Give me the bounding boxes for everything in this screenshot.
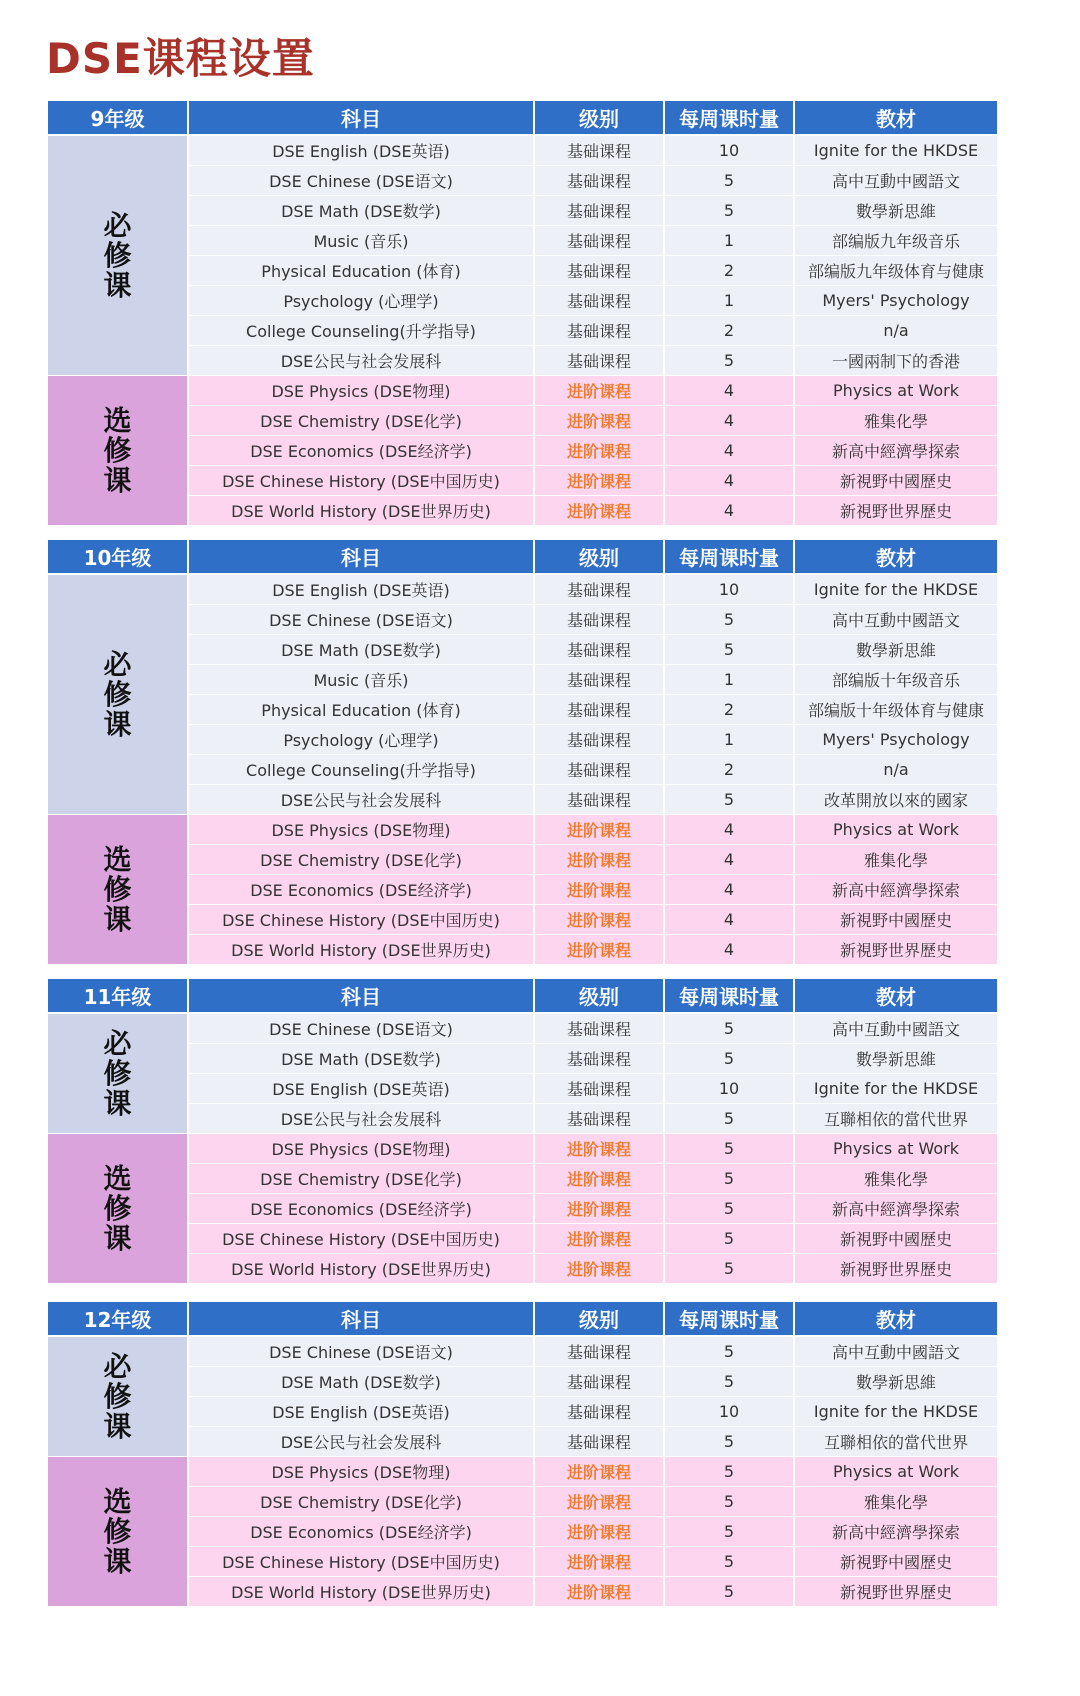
level-cell: 进阶课程	[534, 935, 664, 965]
subject-cell: DSE English (DSE英语)	[188, 1074, 534, 1104]
textbook-cell: 數學新思維	[794, 635, 998, 665]
page-title: DSE课程设置	[46, 34, 315, 83]
category-char: 课	[103, 1086, 132, 1120]
textbook-cell: Physics at Work	[794, 1134, 998, 1164]
level-cell: 进阶课程	[534, 1547, 664, 1577]
level-cell: 基础课程	[534, 1367, 664, 1397]
subject-cell: DSE Chinese History (DSE中国历史)	[188, 1547, 534, 1577]
core-course-row	[48, 316, 998, 346]
subject-cell: Psychology (心理学)	[188, 286, 534, 316]
core-course-row	[48, 1044, 998, 1074]
elective-course-row	[48, 1254, 998, 1284]
core-course-row	[48, 1074, 998, 1104]
level-cell: 进阶课程	[534, 845, 664, 875]
subject-cell: Music (音乐)	[188, 226, 534, 256]
hours-cell: 5	[664, 1517, 794, 1547]
hours-cell: 1	[664, 226, 794, 256]
textbook-cell: 高中互動中國語文	[794, 1013, 998, 1044]
category-char: 必	[103, 1026, 132, 1060]
level-cell: 进阶课程	[534, 905, 664, 935]
level-cell: 基础课程	[534, 635, 664, 665]
grade-label: 12年级	[48, 1302, 188, 1336]
elective-category-label	[48, 815, 188, 965]
hours-cell: 2	[664, 256, 794, 286]
level-cell: 基础课程	[534, 785, 664, 815]
textbook-cell: 數學新思維	[794, 1044, 998, 1074]
subject-cell: DSE World History (DSE世界历史)	[188, 1577, 534, 1607]
grade-table	[48, 101, 999, 526]
textbook-cell: 新視野世界歷史	[794, 1254, 998, 1284]
elective-course-row	[48, 875, 998, 905]
elective-course-row	[48, 845, 998, 875]
hours-cell: 5	[664, 1336, 794, 1367]
level-cell: 基础课程	[534, 695, 664, 725]
subject-cell: DSE Economics (DSE经济学)	[188, 1517, 534, 1547]
subject-cell: DSE Economics (DSE经济学)	[188, 1194, 534, 1224]
hours-cell: 4	[664, 875, 794, 905]
column-header-subject: 科目	[188, 979, 534, 1013]
hours-cell: 4	[664, 845, 794, 875]
elective-course-row	[48, 376, 998, 406]
elective-course-row	[48, 815, 998, 845]
category-char: 修	[103, 238, 132, 272]
hours-cell: 5	[664, 1427, 794, 1457]
category-char: 课	[103, 463, 132, 497]
category-char: 必	[103, 647, 132, 681]
subject-cell: DSE World History (DSE世界历史)	[188, 496, 534, 526]
hours-cell: 2	[664, 316, 794, 346]
grade-label: 9年级	[48, 101, 188, 135]
category-char: 选	[103, 403, 132, 437]
textbook-cell: 數學新思維	[794, 196, 998, 226]
hours-cell: 4	[664, 376, 794, 406]
level-cell: 基础课程	[534, 725, 664, 755]
textbook-cell: Ignite for the HKDSE	[794, 574, 998, 605]
hours-cell: 4	[664, 905, 794, 935]
core-course-row	[48, 135, 998, 166]
subject-cell: DSE Physics (DSE物理)	[188, 1134, 534, 1164]
column-header-textbook: 教材	[794, 1302, 998, 1336]
level-cell: 基础课程	[534, 286, 664, 316]
core-course-row	[48, 635, 998, 665]
subject-cell: DSE Math (DSE数学)	[188, 1367, 534, 1397]
subject-cell: Physical Education (体育)	[188, 695, 534, 725]
table-header-row	[48, 979, 998, 1013]
category-char: 课	[103, 1409, 132, 1443]
hours-cell: 5	[664, 1457, 794, 1487]
textbook-cell: Physics at Work	[794, 815, 998, 845]
level-cell: 基础课程	[534, 605, 664, 635]
core-course-row	[48, 1397, 998, 1427]
core-course-row	[48, 755, 998, 785]
level-cell: 基础课程	[534, 256, 664, 286]
table-header-row	[48, 1302, 998, 1336]
subject-cell: College Counseling(升学指导)	[188, 316, 534, 346]
hours-cell: 5	[664, 1164, 794, 1194]
hours-cell: 4	[664, 436, 794, 466]
level-cell: 进阶课程	[534, 1164, 664, 1194]
level-cell: 进阶课程	[534, 376, 664, 406]
subject-cell: Music (音乐)	[188, 665, 534, 695]
category-char: 修	[103, 1379, 132, 1413]
hours-cell: 1	[664, 665, 794, 695]
elective-course-row	[48, 1547, 998, 1577]
core-course-row	[48, 605, 998, 635]
subject-cell: DSE English (DSE英语)	[188, 1397, 534, 1427]
hours-cell: 1	[664, 725, 794, 755]
level-cell: 基础课程	[534, 1074, 664, 1104]
grade-table	[48, 979, 999, 1284]
elective-course-row	[48, 1224, 998, 1254]
level-cell: 基础课程	[534, 1427, 664, 1457]
subject-cell: DSE公民与社会发展科	[188, 785, 534, 815]
hours-cell: 5	[664, 635, 794, 665]
subject-cell: DSE Economics (DSE经济学)	[188, 875, 534, 905]
textbook-cell: 新視野世界歷史	[794, 1577, 998, 1607]
core-course-row	[48, 166, 998, 196]
subject-cell: DSE English (DSE英语)	[188, 574, 534, 605]
hours-cell: 5	[664, 196, 794, 226]
category-char: 课	[103, 1544, 132, 1578]
level-cell: 基础课程	[534, 166, 664, 196]
core-course-row	[48, 226, 998, 256]
hours-cell: 4	[664, 466, 794, 496]
level-cell: 进阶课程	[534, 1517, 664, 1547]
textbook-cell: 新高中經濟學探索	[794, 1517, 998, 1547]
level-cell: 基础课程	[534, 196, 664, 226]
textbook-cell: 高中互動中國語文	[794, 605, 998, 635]
textbook-cell: Physics at Work	[794, 1457, 998, 1487]
column-header-level: 级别	[534, 979, 664, 1013]
grade-label: 11年级	[48, 979, 188, 1013]
textbook-cell: Ignite for the HKDSE	[794, 1397, 998, 1427]
column-header-subject: 科目	[188, 540, 534, 574]
core-course-row	[48, 1013, 998, 1044]
hours-cell: 5	[664, 1254, 794, 1284]
hours-cell: 5	[664, 1547, 794, 1577]
column-header-hours: 每周课时量	[664, 540, 794, 574]
subject-cell: DSE Chemistry (DSE化学)	[188, 1487, 534, 1517]
hours-cell: 5	[664, 605, 794, 635]
hours-cell: 4	[664, 815, 794, 845]
subject-cell: DSE World History (DSE世界历史)	[188, 935, 534, 965]
textbook-cell: 雅集化學	[794, 1164, 998, 1194]
textbook-cell: n/a	[794, 755, 998, 785]
subject-cell: Physical Education (体育)	[188, 256, 534, 286]
table-header-row	[48, 101, 998, 135]
core-course-row	[48, 1427, 998, 1457]
core-course-row	[48, 346, 998, 376]
level-cell: 基础课程	[534, 1044, 664, 1074]
elective-course-row	[48, 1577, 998, 1607]
level-cell: 进阶课程	[534, 406, 664, 436]
hours-cell: 4	[664, 496, 794, 526]
level-cell: 基础课程	[534, 135, 664, 166]
core-course-row	[48, 695, 998, 725]
elective-course-row	[48, 1517, 998, 1547]
textbook-cell: 部编版九年级音乐	[794, 226, 998, 256]
subject-cell: DSE Chemistry (DSE化学)	[188, 406, 534, 436]
hours-cell: 1	[664, 286, 794, 316]
column-header-textbook: 教材	[794, 540, 998, 574]
level-cell: 进阶课程	[534, 1577, 664, 1607]
category-char: 修	[103, 1514, 132, 1548]
elective-course-row	[48, 935, 998, 965]
hours-cell: 5	[664, 1224, 794, 1254]
level-cell: 基础课程	[534, 665, 664, 695]
textbook-cell: 新高中經濟學探索	[794, 436, 998, 466]
column-header-textbook: 教材	[794, 979, 998, 1013]
elective-course-row	[48, 466, 998, 496]
category-char: 必	[103, 208, 132, 242]
hours-cell: 5	[664, 1013, 794, 1044]
level-cell: 基础课程	[534, 1013, 664, 1044]
textbook-cell: 高中互動中國語文	[794, 1336, 998, 1367]
textbook-cell: 新高中經濟學探索	[794, 1194, 998, 1224]
level-cell: 基础课程	[534, 1397, 664, 1427]
category-char: 修	[103, 1056, 132, 1090]
elective-category-label	[48, 1134, 188, 1284]
category-char: 修	[103, 1191, 132, 1225]
subject-cell: Psychology (心理学)	[188, 725, 534, 755]
level-cell: 进阶课程	[534, 1134, 664, 1164]
hours-cell: 5	[664, 1367, 794, 1397]
category-char: 课	[103, 902, 132, 936]
level-cell: 基础课程	[534, 755, 664, 785]
textbook-cell: 新視野世界歷史	[794, 935, 998, 965]
elective-category-label	[48, 1457, 188, 1607]
textbook-cell: 雅集化學	[794, 406, 998, 436]
subject-cell: DSE Math (DSE数学)	[188, 635, 534, 665]
hours-cell: 5	[664, 346, 794, 376]
hours-cell: 10	[664, 1074, 794, 1104]
level-cell: 基础课程	[534, 574, 664, 605]
textbook-cell: 互聯相依的當代世界	[794, 1427, 998, 1457]
textbook-cell: Ignite for the HKDSE	[794, 1074, 998, 1104]
textbook-cell: 部编版九年级体育与健康	[794, 256, 998, 286]
subject-cell: DSE World History (DSE世界历史)	[188, 1254, 534, 1284]
hours-cell: 4	[664, 935, 794, 965]
textbook-cell: 部编版十年级音乐	[794, 665, 998, 695]
level-cell: 基础课程	[534, 226, 664, 256]
subject-cell: DSE Chinese History (DSE中国历史)	[188, 905, 534, 935]
column-header-level: 级别	[534, 540, 664, 574]
textbook-cell: Physics at Work	[794, 376, 998, 406]
required-category-label	[48, 1336, 188, 1457]
hours-cell: 10	[664, 1397, 794, 1427]
core-course-row	[48, 665, 998, 695]
elective-course-row	[48, 1194, 998, 1224]
level-cell: 基础课程	[534, 1336, 664, 1367]
textbook-cell: 新視野中國歷史	[794, 1224, 998, 1254]
column-header-level: 级别	[534, 101, 664, 135]
textbook-cell: 改革開放以來的國家	[794, 785, 998, 815]
elective-category-label	[48, 376, 188, 526]
level-cell: 进阶课程	[534, 1254, 664, 1284]
column-header-hours: 每周课时量	[664, 101, 794, 135]
textbook-cell: n/a	[794, 316, 998, 346]
level-cell: 进阶课程	[534, 1487, 664, 1517]
hours-cell: 4	[664, 406, 794, 436]
subject-cell: DSE Chemistry (DSE化学)	[188, 845, 534, 875]
category-char: 修	[103, 677, 132, 711]
textbook-cell: Ignite for the HKDSE	[794, 135, 998, 166]
grade-label: 10年级	[48, 540, 188, 574]
subject-cell: DSE Physics (DSE物理)	[188, 815, 534, 845]
table-header-row	[48, 540, 998, 574]
level-cell: 进阶课程	[534, 466, 664, 496]
textbook-cell: 一國兩制下的香港	[794, 346, 998, 376]
category-char: 修	[103, 433, 132, 467]
level-cell: 进阶课程	[534, 436, 664, 466]
level-cell: 进阶课程	[534, 1224, 664, 1254]
elective-course-row	[48, 905, 998, 935]
subject-cell: DSE Chinese (DSE语文)	[188, 1013, 534, 1044]
category-char: 课	[103, 268, 132, 302]
textbook-cell: 新高中經濟學探索	[794, 875, 998, 905]
hours-cell: 5	[664, 1044, 794, 1074]
textbook-cell: 部编版十年级体育与健康	[794, 695, 998, 725]
hours-cell: 5	[664, 1577, 794, 1607]
category-char: 课	[103, 1221, 132, 1255]
column-header-hours: 每周课时量	[664, 979, 794, 1013]
column-header-textbook: 教材	[794, 101, 998, 135]
subject-cell: DSE Chemistry (DSE化学)	[188, 1164, 534, 1194]
subject-cell: DSE公民与社会发展科	[188, 346, 534, 376]
elective-course-row	[48, 1457, 998, 1487]
level-cell: 进阶课程	[534, 1194, 664, 1224]
column-header-subject: 科目	[188, 101, 534, 135]
subject-cell: DSE Math (DSE数学)	[188, 1044, 534, 1074]
category-char: 修	[103, 872, 132, 906]
core-course-row	[48, 286, 998, 316]
level-cell: 进阶课程	[534, 496, 664, 526]
category-char: 必	[103, 1349, 132, 1383]
subject-cell: DSE公民与社会发展科	[188, 1104, 534, 1134]
category-char: 选	[103, 842, 132, 876]
grade-table	[48, 1302, 999, 1607]
core-course-row	[48, 196, 998, 226]
column-header-subject: 科目	[188, 1302, 534, 1336]
core-course-row	[48, 1104, 998, 1134]
grade-table	[48, 540, 999, 965]
level-cell: 基础课程	[534, 316, 664, 346]
subject-cell: DSE Chinese History (DSE中国历史)	[188, 466, 534, 496]
subject-cell: DSE Chinese (DSE语文)	[188, 166, 534, 196]
hours-cell: 5	[664, 1487, 794, 1517]
core-course-row	[48, 1367, 998, 1397]
core-course-row	[48, 1336, 998, 1367]
subject-cell: DSE Math (DSE数学)	[188, 196, 534, 226]
textbook-cell: 數學新思維	[794, 1367, 998, 1397]
hours-cell: 10	[664, 574, 794, 605]
hours-cell: 5	[664, 1134, 794, 1164]
required-category-label	[48, 1013, 188, 1134]
required-category-label	[48, 574, 188, 815]
column-header-hours: 每周课时量	[664, 1302, 794, 1336]
textbook-cell: Myers' Psychology	[794, 725, 998, 755]
hours-cell: 5	[664, 1194, 794, 1224]
level-cell: 进阶课程	[534, 875, 664, 905]
level-cell: 基础课程	[534, 1104, 664, 1134]
textbook-cell: 新視野中國歷史	[794, 905, 998, 935]
core-course-row	[48, 574, 998, 605]
hours-cell: 2	[664, 755, 794, 785]
required-category-label	[48, 135, 188, 376]
elective-course-row	[48, 406, 998, 436]
elective-course-row	[48, 436, 998, 466]
hours-cell: 5	[664, 166, 794, 196]
textbook-cell: 新視野中國歷史	[794, 466, 998, 496]
elective-course-row	[48, 1134, 998, 1164]
textbook-cell: 新視野世界歷史	[794, 496, 998, 526]
hours-cell: 5	[664, 785, 794, 815]
subject-cell: DSE Chinese (DSE语文)	[188, 1336, 534, 1367]
hours-cell: 10	[664, 135, 794, 166]
subject-cell: DSE Chinese History (DSE中国历史)	[188, 1224, 534, 1254]
hours-cell: 5	[664, 1104, 794, 1134]
core-course-row	[48, 725, 998, 755]
textbook-cell: 互聯相依的當代世界	[794, 1104, 998, 1134]
hours-cell: 2	[664, 695, 794, 725]
subject-cell: DSE公民与社会发展科	[188, 1427, 534, 1457]
level-cell: 进阶课程	[534, 815, 664, 845]
category-char: 选	[103, 1161, 132, 1195]
textbook-cell: 高中互動中國語文	[794, 166, 998, 196]
subject-cell: DSE Chinese (DSE语文)	[188, 605, 534, 635]
subject-cell: DSE English (DSE英语)	[188, 135, 534, 166]
level-cell: 进阶课程	[534, 1457, 664, 1487]
textbook-cell: 新視野中國歷史	[794, 1547, 998, 1577]
textbook-cell: Myers' Psychology	[794, 286, 998, 316]
elective-course-row	[48, 1164, 998, 1194]
elective-course-row	[48, 496, 998, 526]
subject-cell: DSE Physics (DSE物理)	[188, 1457, 534, 1487]
textbook-cell: 雅集化學	[794, 1487, 998, 1517]
category-char: 选	[103, 1484, 132, 1518]
textbook-cell: 雅集化學	[794, 845, 998, 875]
core-course-row	[48, 785, 998, 815]
subject-cell: College Counseling(升学指导)	[188, 755, 534, 785]
column-header-level: 级别	[534, 1302, 664, 1336]
category-char: 课	[103, 707, 132, 741]
level-cell: 基础课程	[534, 346, 664, 376]
core-course-row	[48, 256, 998, 286]
elective-course-row	[48, 1487, 998, 1517]
subject-cell: DSE Physics (DSE物理)	[188, 376, 534, 406]
subject-cell: DSE Economics (DSE经济学)	[188, 436, 534, 466]
